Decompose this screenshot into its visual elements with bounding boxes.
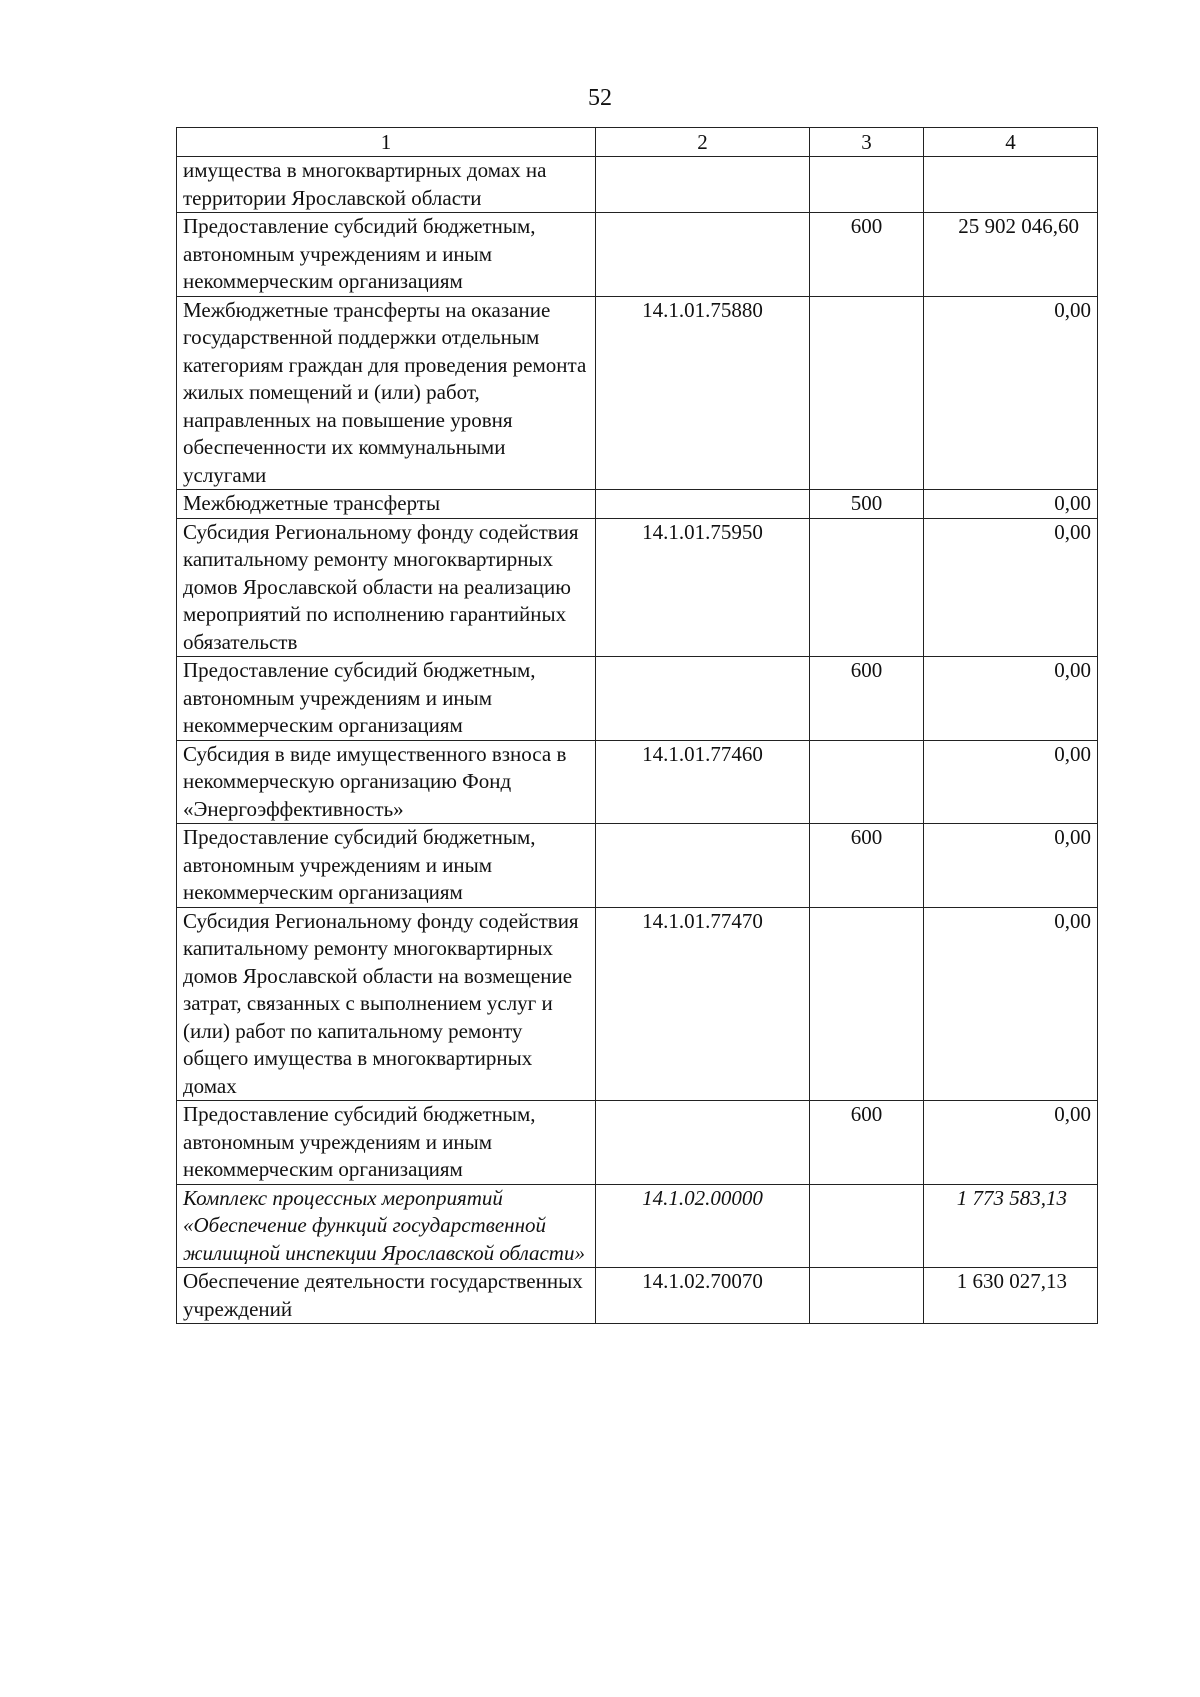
row-type [810,740,924,824]
table-row [177,157,1098,213]
row-type [810,907,924,1101]
row-name: Предоставление субсидий бюджетным, автономным учреждениям и иным некоммерческим организациям [177,213,596,297]
table-header-row [177,128,1098,157]
row-amount: 0,00 [924,296,1098,490]
table-row [177,824,1098,908]
row-code: 14.1.01.75950 [596,518,810,657]
row-amount: 0,00 [924,518,1098,657]
row-type: 600 [810,1101,924,1185]
row-code [596,1101,810,1185]
row-type [810,296,924,490]
row-code: 14.1.02.00000 [596,1184,810,1268]
row-name: Предоставление субсидий бюджетным, автономным учреждениям и иным некоммерческим организациям [177,1101,596,1185]
row-amount: 0,00 [924,1101,1098,1185]
row-code: 14.1.01.77460 [596,740,810,824]
row-type: 600 [810,657,924,741]
row-type [810,518,924,657]
row-name: Субсидия Региональному фонду содействия капитальному ремонту многоквартирных домов Ярославской области на реализацию мероприятий по исполнению гарантийных обязательств [177,518,596,657]
row-code: 14.1.01.75880 [596,296,810,490]
row-name: Предоставление субсидий бюджетным, автономным учреждениям и иным некоммерческим организациям [177,657,596,741]
row-code [596,213,810,297]
row-type: 500 [810,490,924,519]
row-code: 14.1.02.70070 [596,1268,810,1324]
row-type: 600 [810,213,924,297]
table-row [177,296,1098,490]
column-header-2: 2 [596,128,810,157]
row-name: Комплекс процессных мероприятий «Обеспечение функций государственной жилищной инспекции Ярославской области» [177,1184,596,1268]
table-row [177,518,1098,657]
row-code [596,824,810,908]
table-row [177,907,1098,1101]
row-code: 14.1.01.77470 [596,907,810,1101]
row-code [596,657,810,741]
row-amount: 25 902 046,60 [924,213,1098,297]
row-amount: 1 773 583,13 [924,1184,1098,1268]
table-row [177,490,1098,519]
row-amount: 0,00 [924,740,1098,824]
row-type [810,157,924,213]
row-name: Субсидия в виде имущественного взноса в некоммерческую организацию Фонд «Энергоэффективность» [177,740,596,824]
row-name: Межбюджетные трансферты на оказание государственной поддержки отдельным категориям граждан для проведения ремонта жилых помещений и (или) работ, направленных на повышение уровня обеспеченности их коммунальными услугами [177,296,596,490]
table-row [177,213,1098,297]
row-code [596,490,810,519]
budget-table [176,127,1098,1324]
row-amount: 0,00 [924,657,1098,741]
row-amount: 0,00 [924,490,1098,519]
row-name: Субсидия Региональному фонду содействия капитальному ремонту многоквартирных домов Ярославской области на возмещение затрат, связанных с выполнением услуг и (или) работ по капитальному ремонту общего имущества в многоквартирных домах [177,907,596,1101]
table-row [177,1101,1098,1185]
row-amount [924,157,1098,213]
page-number: 52 [588,85,612,111]
row-amount: 0,00 [924,907,1098,1101]
row-code [596,157,810,213]
table-row [177,1268,1098,1324]
row-name: Обеспечение деятельности государственных учреждений [177,1268,596,1324]
column-header-1: 1 [177,128,596,157]
table-row [177,657,1098,741]
table-row [177,1184,1098,1268]
row-amount: 0,00 [924,824,1098,908]
row-amount: 1 630 027,13 [924,1268,1098,1324]
column-header-3: 3 [810,128,924,157]
row-type [810,1268,924,1324]
column-header-4: 4 [924,128,1098,157]
row-name: Межбюджетные трансферты [177,490,596,519]
row-name: Предоставление субсидий бюджетным, автономным учреждениям и иным некоммерческим организациям [177,824,596,908]
row-type: 600 [810,824,924,908]
row-name: имущества в многоквартирных домах на территории Ярославской области [177,157,596,213]
table-row [177,740,1098,824]
row-type [810,1184,924,1268]
